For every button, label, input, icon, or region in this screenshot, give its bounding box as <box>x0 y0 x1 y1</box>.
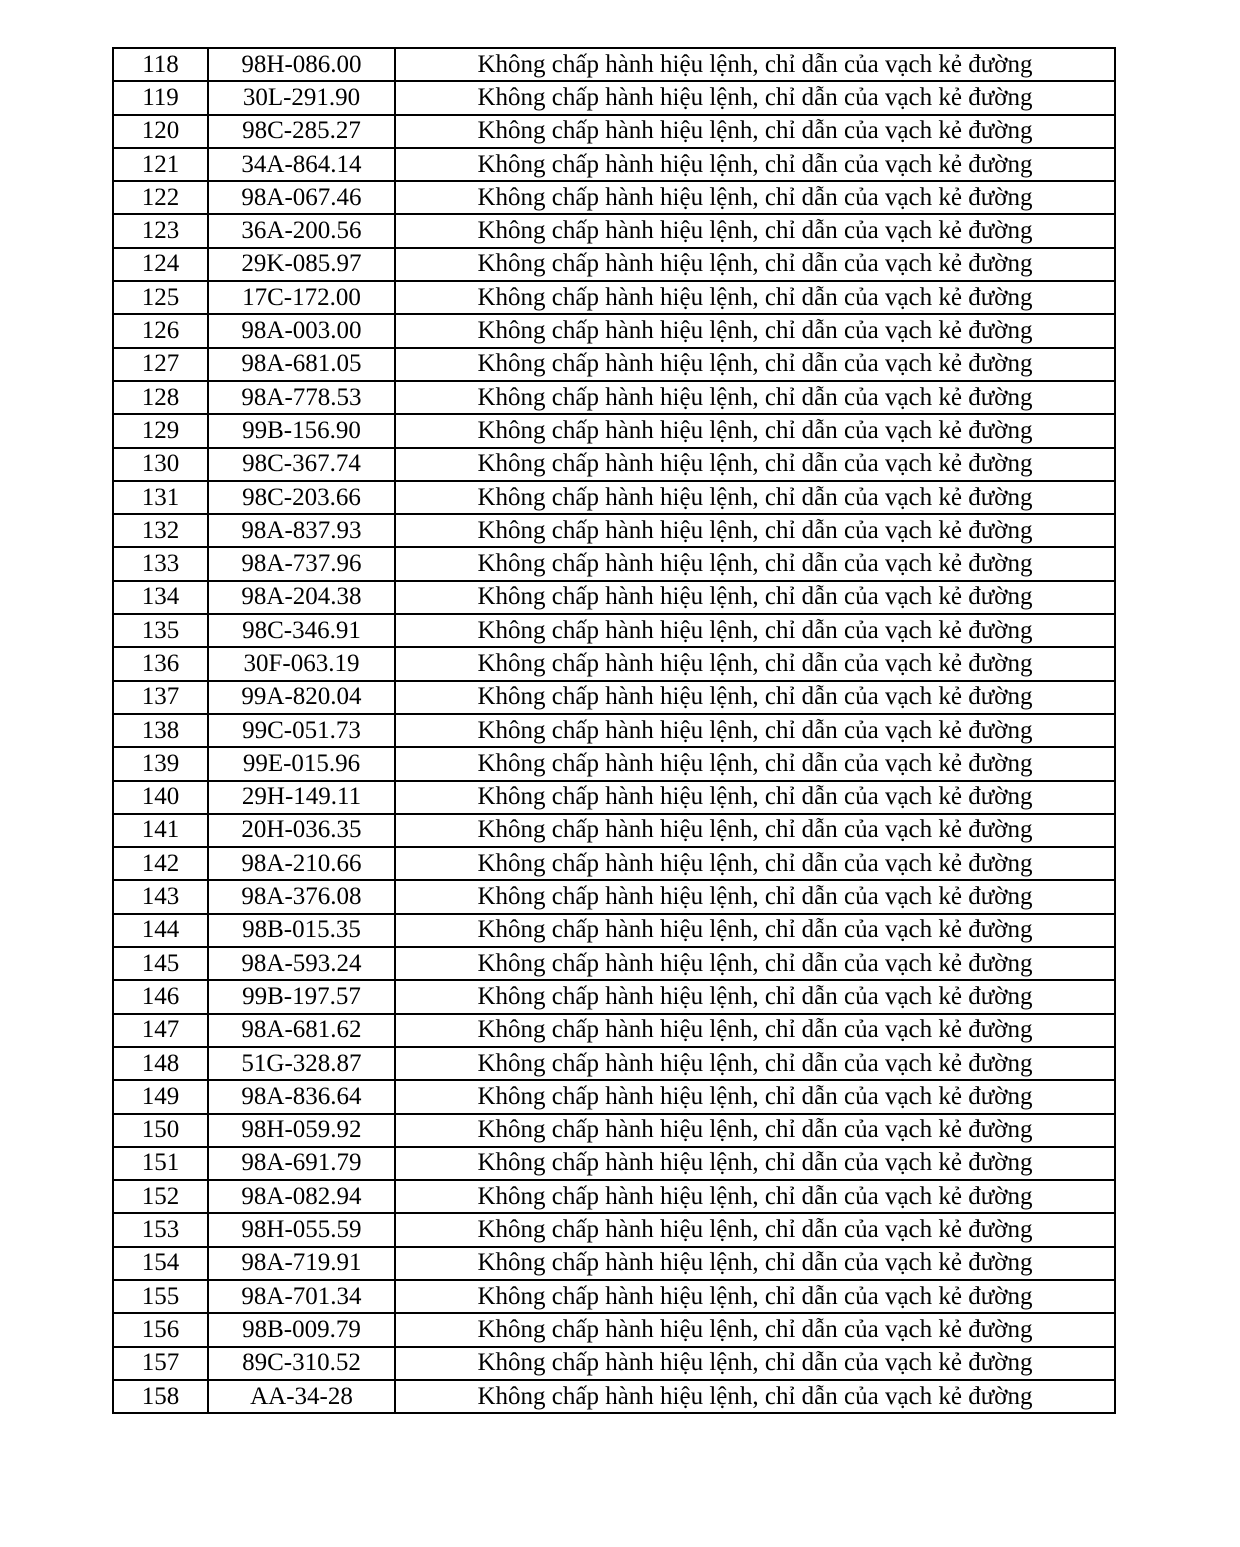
violation-description-cell: Không chấp hành hiệu lệnh, chỉ dẫn của vạch kẻ đường <box>395 1080 1115 1113</box>
violation-description-cell: Không chấp hành hiệu lệnh, chỉ dẫn của vạch kẻ đường <box>395 1147 1115 1180</box>
table-row <box>113 547 1115 580</box>
table-row <box>113 1213 1115 1246</box>
violation-description-cell: Không chấp hành hiệu lệnh, chỉ dẫn của vạch kẻ đường <box>395 348 1115 381</box>
row-number-cell: 120 <box>113 115 208 148</box>
table-row <box>113 1080 1115 1113</box>
row-number-cell: 139 <box>113 747 208 780</box>
row-number-cell: 132 <box>113 514 208 547</box>
violation-description-cell: Không chấp hành hiệu lệnh, chỉ dẫn của vạch kẻ đường <box>395 314 1115 347</box>
table-row <box>113 1147 1115 1180</box>
row-number-cell: 140 <box>113 781 208 814</box>
table-row <box>113 814 1115 847</box>
row-number-cell: 150 <box>113 1114 208 1147</box>
row-number-cell: 153 <box>113 1213 208 1246</box>
row-number-cell: 144 <box>113 914 208 947</box>
violation-description-cell: Không chấp hành hiệu lệnh, chỉ dẫn của vạch kẻ đường <box>395 248 1115 281</box>
license-plate-cell: 98A-067.46 <box>208 181 395 214</box>
license-plate-cell: 98A-836.64 <box>208 1080 395 1113</box>
violation-description-cell: Không chấp hành hiệu lệnh, chỉ dẫn của vạch kẻ đường <box>395 647 1115 680</box>
violation-description-cell: Không chấp hành hiệu lệnh, chỉ dẫn của vạch kẻ đường <box>395 81 1115 114</box>
license-plate-cell: 89C-310.52 <box>208 1347 395 1380</box>
row-number-cell: 129 <box>113 414 208 447</box>
violation-description-cell: Không chấp hành hiệu lệnh, chỉ dẫn của vạch kẻ đường <box>395 115 1115 148</box>
table-row <box>113 914 1115 947</box>
table-row <box>113 647 1115 680</box>
row-number-cell: 154 <box>113 1247 208 1280</box>
license-plate-cell: 98A-593.24 <box>208 947 395 980</box>
row-number-cell: 137 <box>113 681 208 714</box>
license-plate-cell: 17C-172.00 <box>208 281 395 314</box>
table-row <box>113 314 1115 347</box>
table-row <box>113 1313 1115 1346</box>
license-plate-cell: 98A-691.79 <box>208 1147 395 1180</box>
license-plate-cell: 98A-376.08 <box>208 880 395 913</box>
violation-description-cell: Không chấp hành hiệu lệnh, chỉ dẫn của vạch kẻ đường <box>395 281 1115 314</box>
row-number-cell: 149 <box>113 1080 208 1113</box>
table-row <box>113 1047 1115 1080</box>
row-number-cell: 118 <box>113 48 208 81</box>
license-plate-cell: 98C-203.66 <box>208 481 395 514</box>
row-number-cell: 146 <box>113 980 208 1013</box>
license-plate-cell: 98H-059.92 <box>208 1114 395 1147</box>
table-row <box>113 714 1115 747</box>
table-row <box>113 581 1115 614</box>
license-plate-cell: 98C-285.27 <box>208 115 395 148</box>
violation-description-cell: Không chấp hành hiệu lệnh, chỉ dẫn của vạch kẻ đường <box>395 1213 1115 1246</box>
row-number-cell: 155 <box>113 1280 208 1313</box>
violation-description-cell: Không chấp hành hiệu lệnh, chỉ dẫn của vạch kẻ đường <box>395 781 1115 814</box>
table-row <box>113 481 1115 514</box>
violation-description-cell: Không chấp hành hiệu lệnh, chỉ dẫn của vạch kẻ đường <box>395 747 1115 780</box>
row-number-cell: 156 <box>113 1313 208 1346</box>
row-number-cell: 128 <box>113 381 208 414</box>
row-number-cell: 122 <box>113 181 208 214</box>
violation-description-cell: Không chấp hành hiệu lệnh, chỉ dẫn của vạch kẻ đường <box>395 148 1115 181</box>
license-plate-cell: 98A-681.62 <box>208 1014 395 1047</box>
table-row <box>113 1280 1115 1313</box>
row-number-cell: 134 <box>113 581 208 614</box>
row-number-cell: 143 <box>113 880 208 913</box>
row-number-cell: 124 <box>113 248 208 281</box>
violation-description-cell: Không chấp hành hiệu lệnh, chỉ dẫn của vạch kẻ đường <box>395 1380 1115 1413</box>
violation-description-cell: Không chấp hành hiệu lệnh, chỉ dẫn của vạch kẻ đường <box>395 814 1115 847</box>
license-plate-cell: 98H-055.59 <box>208 1213 395 1246</box>
table-row <box>113 514 1115 547</box>
license-plate-cell: 98A-204.38 <box>208 581 395 614</box>
row-number-cell: 119 <box>113 81 208 114</box>
table-row <box>113 1247 1115 1280</box>
violation-description-cell: Không chấp hành hiệu lệnh, chỉ dẫn của vạch kẻ đường <box>395 1047 1115 1080</box>
license-plate-cell: 98A-837.93 <box>208 514 395 547</box>
violation-description-cell: Không chấp hành hiệu lệnh, chỉ dẫn của vạch kẻ đường <box>395 847 1115 880</box>
row-number-cell: 151 <box>113 1147 208 1180</box>
violation-description-cell: Không chấp hành hiệu lệnh, chỉ dẫn của vạch kẻ đường <box>395 914 1115 947</box>
license-plate-cell: 98A-719.91 <box>208 1247 395 1280</box>
table-row <box>113 381 1115 414</box>
row-number-cell: 141 <box>113 814 208 847</box>
license-plate-cell: 98C-367.74 <box>208 448 395 481</box>
violation-description-cell: Không chấp hành hiệu lệnh, chỉ dẫn của vạch kẻ đường <box>395 448 1115 481</box>
violation-description-cell: Không chấp hành hiệu lệnh, chỉ dẫn của vạch kẻ đường <box>395 1014 1115 1047</box>
table-row <box>113 747 1115 780</box>
violation-description-cell: Không chấp hành hiệu lệnh, chỉ dẫn của vạch kẻ đường <box>395 681 1115 714</box>
license-plate-cell: 98B-009.79 <box>208 1313 395 1346</box>
license-plate-cell: 30L-291.90 <box>208 81 395 114</box>
violation-description-cell: Không chấp hành hiệu lệnh, chỉ dẫn của vạch kẻ đường <box>395 714 1115 747</box>
table-row <box>113 1347 1115 1380</box>
license-plate-cell: 98A-701.34 <box>208 1280 395 1313</box>
table-row <box>113 1114 1115 1147</box>
license-plate-cell: 36A-200.56 <box>208 214 395 247</box>
license-plate-cell: 99E-015.96 <box>208 747 395 780</box>
violation-description-cell: Không chấp hành hiệu lệnh, chỉ dẫn của vạch kẻ đường <box>395 181 1115 214</box>
license-plate-cell: 98H-086.00 <box>208 48 395 81</box>
violation-description-cell: Không chấp hành hiệu lệnh, chỉ dẫn của vạch kẻ đường <box>395 547 1115 580</box>
row-number-cell: 121 <box>113 148 208 181</box>
row-number-cell: 157 <box>113 1347 208 1380</box>
row-number-cell: 152 <box>113 1180 208 1213</box>
row-number-cell: 125 <box>113 281 208 314</box>
table-row <box>113 348 1115 381</box>
license-plate-cell: 29K-085.97 <box>208 248 395 281</box>
row-number-cell: 138 <box>113 714 208 747</box>
violation-description-cell: Không chấp hành hiệu lệnh, chỉ dẫn của vạch kẻ đường <box>395 581 1115 614</box>
license-plate-cell: 20H-036.35 <box>208 814 395 847</box>
license-plate-cell: 98A-082.94 <box>208 1180 395 1213</box>
row-number-cell: 131 <box>113 481 208 514</box>
row-number-cell: 158 <box>113 1380 208 1413</box>
violations-table-body <box>113 48 1115 1413</box>
license-plate-cell: 99A-820.04 <box>208 681 395 714</box>
license-plate-cell: 98A-003.00 <box>208 314 395 347</box>
violation-description-cell: Không chấp hành hiệu lệnh, chỉ dẫn của vạch kẻ đường <box>395 1313 1115 1346</box>
table-row <box>113 1014 1115 1047</box>
violation-description-cell: Không chấp hành hiệu lệnh, chỉ dẫn của vạch kẻ đường <box>395 514 1115 547</box>
row-number-cell: 130 <box>113 448 208 481</box>
table-row <box>113 115 1115 148</box>
license-plate-cell: 99C-051.73 <box>208 714 395 747</box>
violation-description-cell: Không chấp hành hiệu lệnh, chỉ dẫn của vạch kẻ đường <box>395 381 1115 414</box>
table-row <box>113 81 1115 114</box>
violation-description-cell: Không chấp hành hiệu lệnh, chỉ dẫn của vạch kẻ đường <box>395 880 1115 913</box>
license-plate-cell: 98C-346.91 <box>208 614 395 647</box>
table-row <box>113 614 1115 647</box>
table-row <box>113 48 1115 81</box>
table-row <box>113 980 1115 1013</box>
violation-description-cell: Không chấp hành hiệu lệnh, chỉ dẫn của vạch kẻ đường <box>395 48 1115 81</box>
table-row <box>113 414 1115 447</box>
table-row <box>113 847 1115 880</box>
table-row <box>113 214 1115 247</box>
row-number-cell: 148 <box>113 1047 208 1080</box>
table-row <box>113 1380 1115 1413</box>
row-number-cell: 136 <box>113 647 208 680</box>
row-number-cell: 142 <box>113 847 208 880</box>
table-row <box>113 281 1115 314</box>
license-plate-cell: 99B-156.90 <box>208 414 395 447</box>
violation-description-cell: Không chấp hành hiệu lệnh, chỉ dẫn của vạch kẻ đường <box>395 980 1115 1013</box>
violation-description-cell: Không chấp hành hiệu lệnh, chỉ dẫn của vạch kẻ đường <box>395 1114 1115 1147</box>
table-row <box>113 1180 1115 1213</box>
table-row <box>113 181 1115 214</box>
violation-description-cell: Không chấp hành hiệu lệnh, chỉ dẫn của vạch kẻ đường <box>395 1180 1115 1213</box>
license-plate-cell: 34A-864.14 <box>208 148 395 181</box>
license-plate-cell: 30F-063.19 <box>208 647 395 680</box>
table-row <box>113 681 1115 714</box>
table-row <box>113 148 1115 181</box>
violation-description-cell: Không chấp hành hiệu lệnh, chỉ dẫn của vạch kẻ đường <box>395 481 1115 514</box>
violation-description-cell: Không chấp hành hiệu lệnh, chỉ dẫn của vạch kẻ đường <box>395 947 1115 980</box>
violation-description-cell: Không chấp hành hiệu lệnh, chỉ dẫn của vạch kẻ đường <box>395 1280 1115 1313</box>
row-number-cell: 133 <box>113 547 208 580</box>
row-number-cell: 123 <box>113 214 208 247</box>
row-number-cell: 147 <box>113 1014 208 1047</box>
license-plate-cell: AA-34-28 <box>208 1380 395 1413</box>
table-row <box>113 448 1115 481</box>
table-row <box>113 248 1115 281</box>
license-plate-cell: 98A-681.05 <box>208 348 395 381</box>
license-plate-cell: 98A-210.66 <box>208 847 395 880</box>
license-plate-cell: 99B-197.57 <box>208 980 395 1013</box>
table-row <box>113 880 1115 913</box>
violation-description-cell: Không chấp hành hiệu lệnh, chỉ dẫn của vạch kẻ đường <box>395 1347 1115 1380</box>
violation-description-cell: Không chấp hành hiệu lệnh, chỉ dẫn của vạch kẻ đường <box>395 214 1115 247</box>
row-number-cell: 127 <box>113 348 208 381</box>
violations-table <box>112 47 1116 1414</box>
license-plate-cell: 98B-015.35 <box>208 914 395 947</box>
license-plate-cell: 29H-149.11 <box>208 781 395 814</box>
row-number-cell: 145 <box>113 947 208 980</box>
violation-description-cell: Không chấp hành hiệu lệnh, chỉ dẫn của vạch kẻ đường <box>395 414 1115 447</box>
violation-description-cell: Không chấp hành hiệu lệnh, chỉ dẫn của vạch kẻ đường <box>395 1247 1115 1280</box>
license-plate-cell: 51G-328.87 <box>208 1047 395 1080</box>
table-row <box>113 781 1115 814</box>
license-plate-cell: 98A-737.96 <box>208 547 395 580</box>
violation-description-cell: Không chấp hành hiệu lệnh, chỉ dẫn của vạch kẻ đường <box>395 614 1115 647</box>
row-number-cell: 126 <box>113 314 208 347</box>
row-number-cell: 135 <box>113 614 208 647</box>
table-row <box>113 947 1115 980</box>
license-plate-cell: 98A-778.53 <box>208 381 395 414</box>
